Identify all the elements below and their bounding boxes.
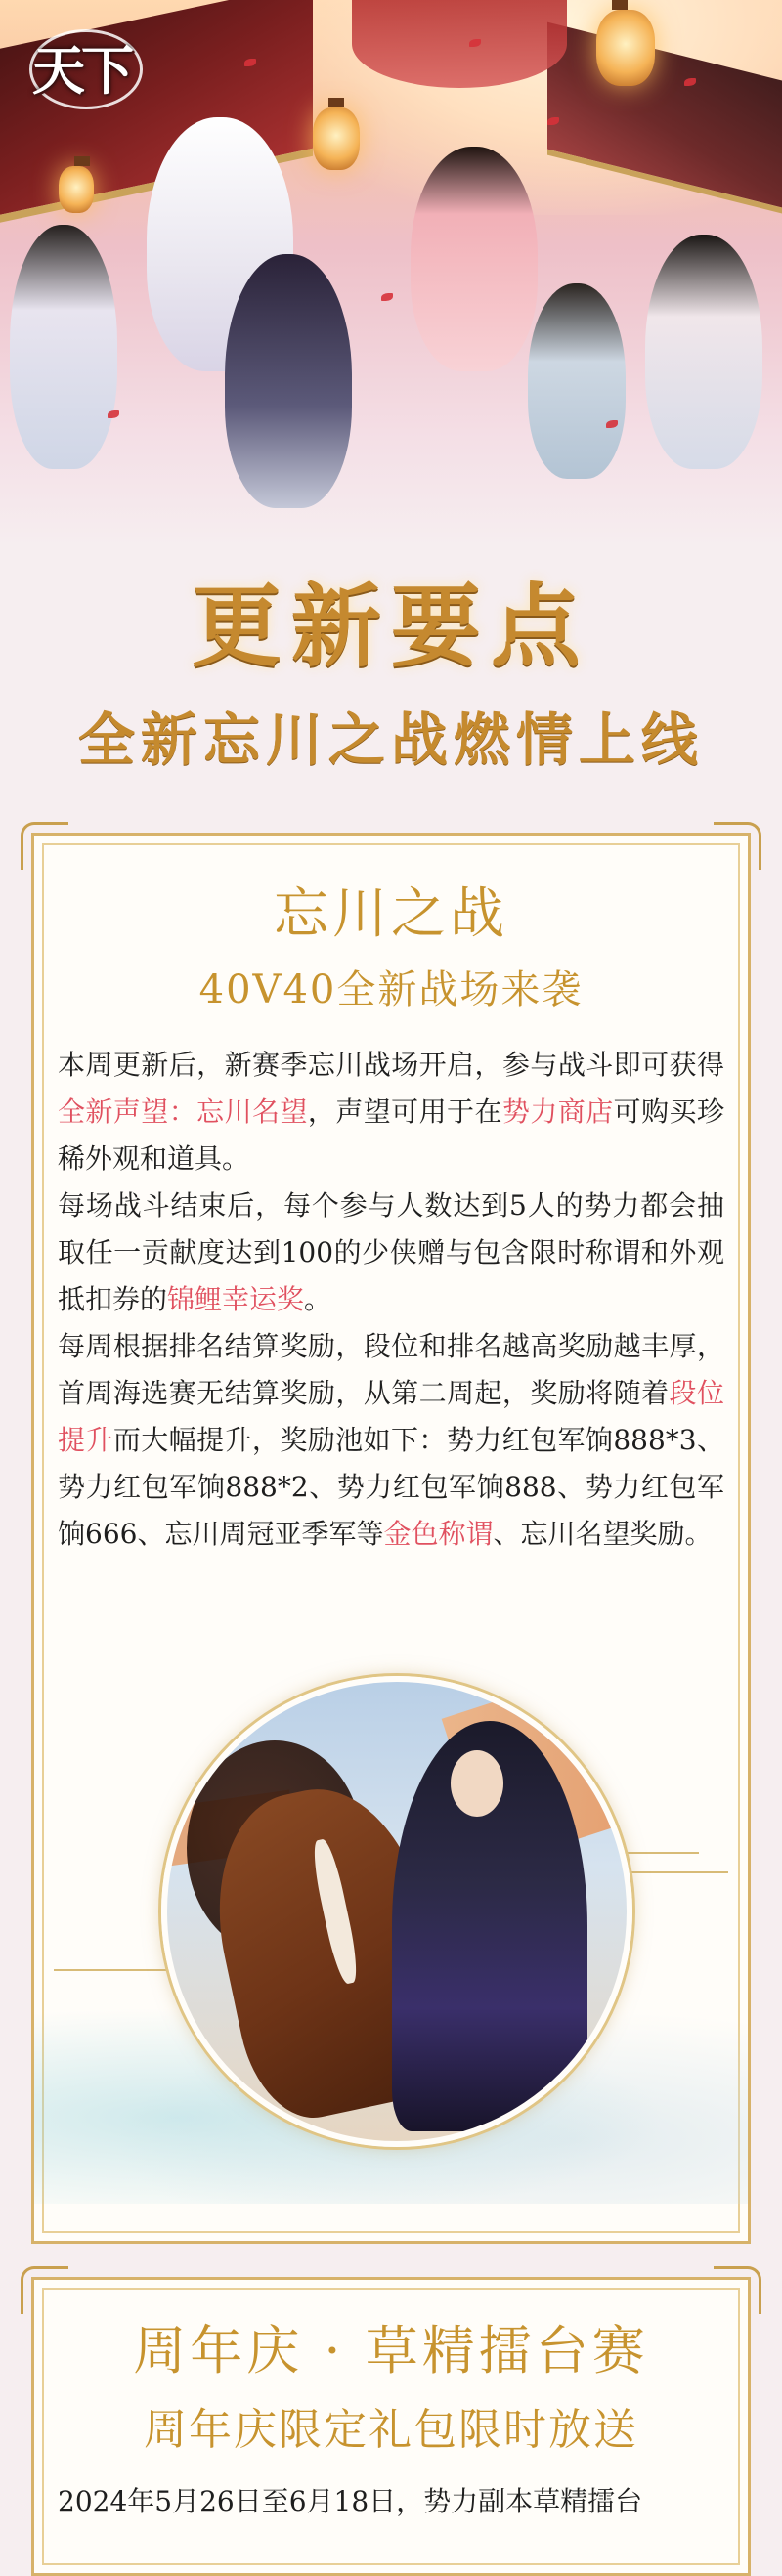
- text-span: 。: [304, 1283, 332, 1315]
- text-span: 、忘川名望奖励。: [493, 1518, 713, 1550]
- card-title: 周年庆 · 草精擂台赛: [133, 2320, 649, 2382]
- pink-dress-figure: [411, 147, 538, 371]
- rider-portrait: [161, 1676, 621, 2135]
- highlight-shop: 势力商店: [501, 1095, 614, 1128]
- card-subtitle: 40V40全新战场来袭: [198, 967, 584, 1012]
- anniversary-card: [31, 2277, 751, 2576]
- card-body: 2024年5月26日至6月18日，势力副本草精擂台: [58, 2485, 643, 2517]
- paragraph-1: [58, 1042, 724, 1182]
- gold-cloud-line: [54, 1969, 171, 1971]
- text-span: 本周更新后，新赛季忘川战场开启，参与战斗即可获得: [58, 1049, 724, 1081]
- paragraph-2: [58, 1182, 724, 1323]
- text-span: ，声望可用于在: [307, 1095, 502, 1128]
- right-figure-2: [528, 283, 626, 479]
- card-title: 忘川之战: [274, 882, 508, 946]
- swordsman-figure: [225, 254, 352, 508]
- card-body: [58, 1042, 724, 1558]
- hero-banner: [0, 0, 782, 547]
- gold-cloud-line: [621, 1871, 728, 1873]
- wangchuan-card: [31, 833, 751, 2244]
- highlight-rank-up: 段位提升: [58, 1377, 724, 1456]
- petal-icon: [108, 410, 119, 418]
- highlight-reputation: 全新声望：忘川名望: [58, 1095, 308, 1128]
- petal-icon: [381, 293, 393, 301]
- text-span: 而大幅提升，奖励池如下：势力红包军饷888*3、势力红包军饷888*2、势力红包军饷888、势力红包军饷666、忘川周冠亚季军等: [58, 1424, 724, 1550]
- right-figure: [645, 235, 762, 469]
- card-subtitle: 周年庆限定礼包限时放送: [144, 2405, 638, 2455]
- text-span: 每周根据排名结算奖励，段位和排名越高奖励越丰厚，首周海选赛无结算奖励，从第二周起，奖励将随着: [58, 1330, 724, 1409]
- banner-curtain: [352, 0, 567, 88]
- text-span: 可购买珍稀外观和道具。: [58, 1095, 724, 1175]
- game-logo[interactable]: 天下: [32, 38, 130, 102]
- lantern-icon: [596, 10, 655, 86]
- text-span: 每场战斗结束后，每个参与人数达到5人的势力都会抽取任一贡献度达到100的少侠赠与包含限时称谓和外观抵扣券的: [58, 1189, 724, 1315]
- left-figure: [10, 225, 117, 469]
- rider-face: [451, 1750, 503, 1817]
- highlight-gold-title: 金色称谓: [383, 1518, 494, 1550]
- lantern-icon: [59, 166, 94, 213]
- page-title: 更新要点: [191, 574, 590, 679]
- highlight-lucky-prize: 锦鲤幸运奖: [167, 1283, 305, 1315]
- paragraph-3: [58, 1323, 724, 1558]
- page-subtitle: 全新忘川之战燃情上线: [77, 707, 704, 773]
- rider-image: [161, 1676, 632, 2147]
- lantern-icon: [313, 107, 360, 170]
